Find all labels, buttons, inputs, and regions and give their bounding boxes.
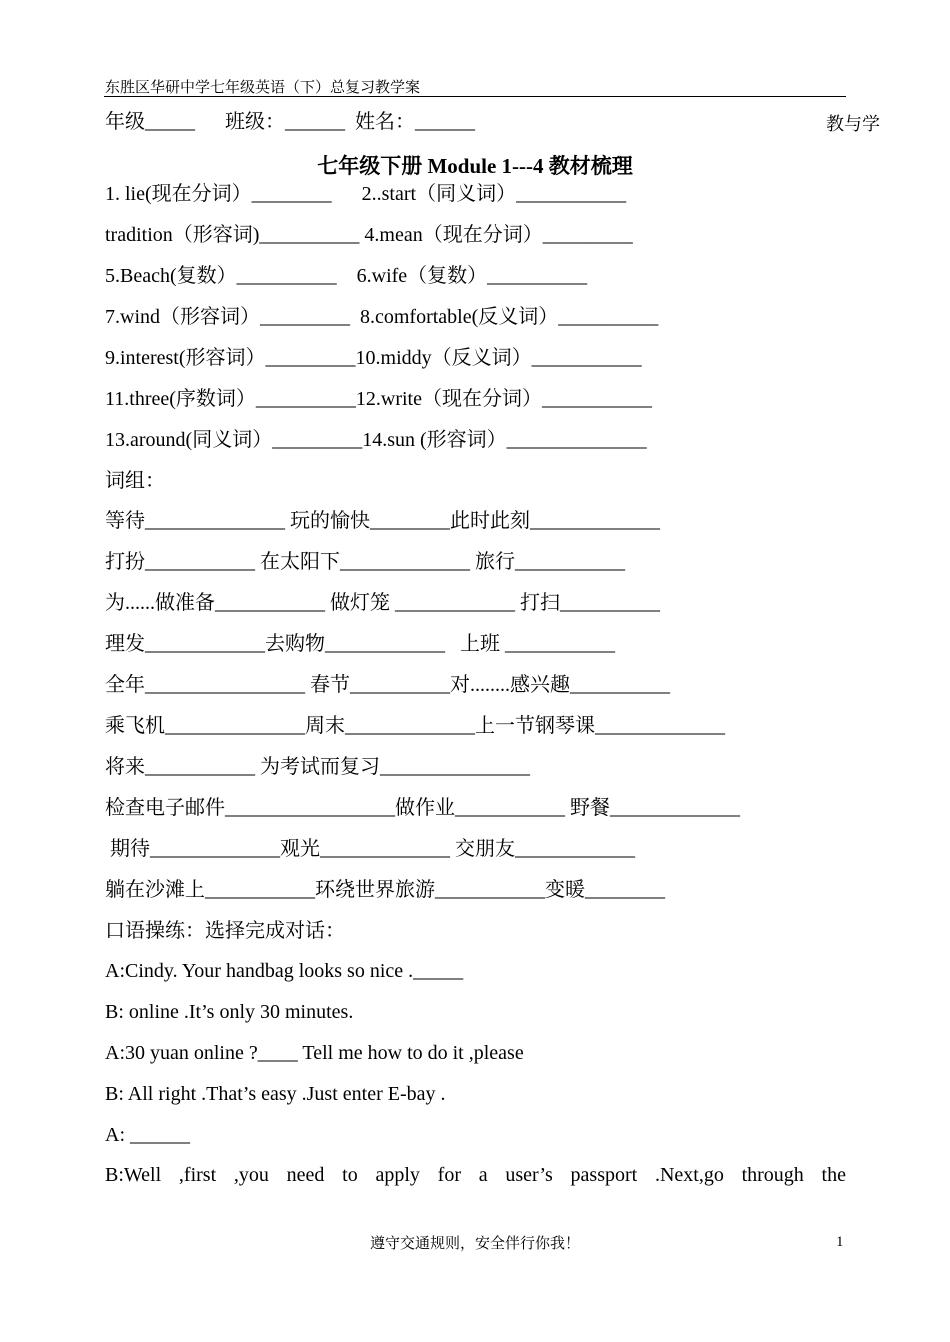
phrase-line-10: 躺在沙滩上___________环绕世界旅游___________变暖________ (105, 879, 665, 901)
vocab-line-4: 7.wind（形容词）_________ 8.comfortable(反义词）__________ (105, 306, 659, 328)
page-title: 七年级下册 Module 1---4 教材梳理 (317, 154, 633, 178)
phrase-line-7: 将来___________ 为考试而复习_______________ (105, 756, 530, 778)
phrase-line-3: 为......做准备___________ 做灯笼 ____________ 打扫__________ (105, 592, 660, 614)
dialogue-line-3: A:30 yuan online ?____ Tell me how to do it ,please (105, 1042, 524, 1064)
phrase-line-2: 打扮___________ 在太阳下_____________ 旅行___________ (105, 551, 625, 573)
phrase-line-6: 乘飞机______________周末_____________上一节钢琴课_____________ (105, 715, 725, 737)
phrase-line-1: 等待______________ 玩的愉快________此时此刻_____________ (105, 510, 660, 532)
footer-motto: 遵守交通规则，安全伴行你我！ (369, 1236, 580, 1252)
vocab-line-7: 13.around(同义词）_________14.sun (形容词）______________ (105, 429, 647, 451)
phrase-line-9: 期待_____________观光_____________ 交朋友____________ (105, 838, 635, 860)
vocab-line-3: 5.Beach(复数）__________ 6.wife（复数）__________ (105, 265, 588, 287)
header-school-title: 东胜区华研中学七年级英语（下）总复习教学案 (105, 80, 421, 96)
header-divider (104, 96, 846, 97)
phrase-line-5: 全年________________ 春节__________对........感兴趣__________ (105, 674, 670, 696)
vocab-line-1: 1. lie(现在分词）________ 2..start（同义词）___________ (105, 183, 627, 205)
phrases-heading: 词组： (105, 470, 165, 492)
page-number: 1 (836, 1234, 844, 1250)
dialogue-line-2: B: online .It’s only 30 minutes. (105, 1001, 354, 1023)
dialogue-line-5: A: ______ (105, 1124, 190, 1146)
phrase-line-4: 理发____________去购物____________ 上班 ___________ (105, 633, 615, 655)
side-label: 教与学 (826, 114, 880, 134)
student-info-line: 年级_____ 班级：______ 姓名：______ (105, 111, 475, 133)
vocab-line-5: 9.interest(形容词）_________10.middy（反义词）___________ (105, 347, 642, 369)
vocab-line-2: tradition（形容词)__________ 4.mean（现在分词）_________ (105, 224, 633, 246)
vocab-line-6: 11.three(序数词）__________12.write（现在分词）___________ (105, 388, 652, 410)
dialogue-line-1: A:Cindy. Your handbag looks so nice ._____ (105, 960, 464, 982)
dialogue-heading: 口语操练：选择完成对话： (105, 920, 345, 942)
dialogue-line-4: B: All right .That’s easy .Just enter E-bay . (105, 1083, 446, 1105)
phrase-line-8: 检查电子邮件_________________做作业___________ 野餐_____________ (105, 797, 740, 819)
dialogue-line-6: B:Well ,first ,you need to apply for a user’s passport .Next,go through the (105, 1164, 846, 1186)
